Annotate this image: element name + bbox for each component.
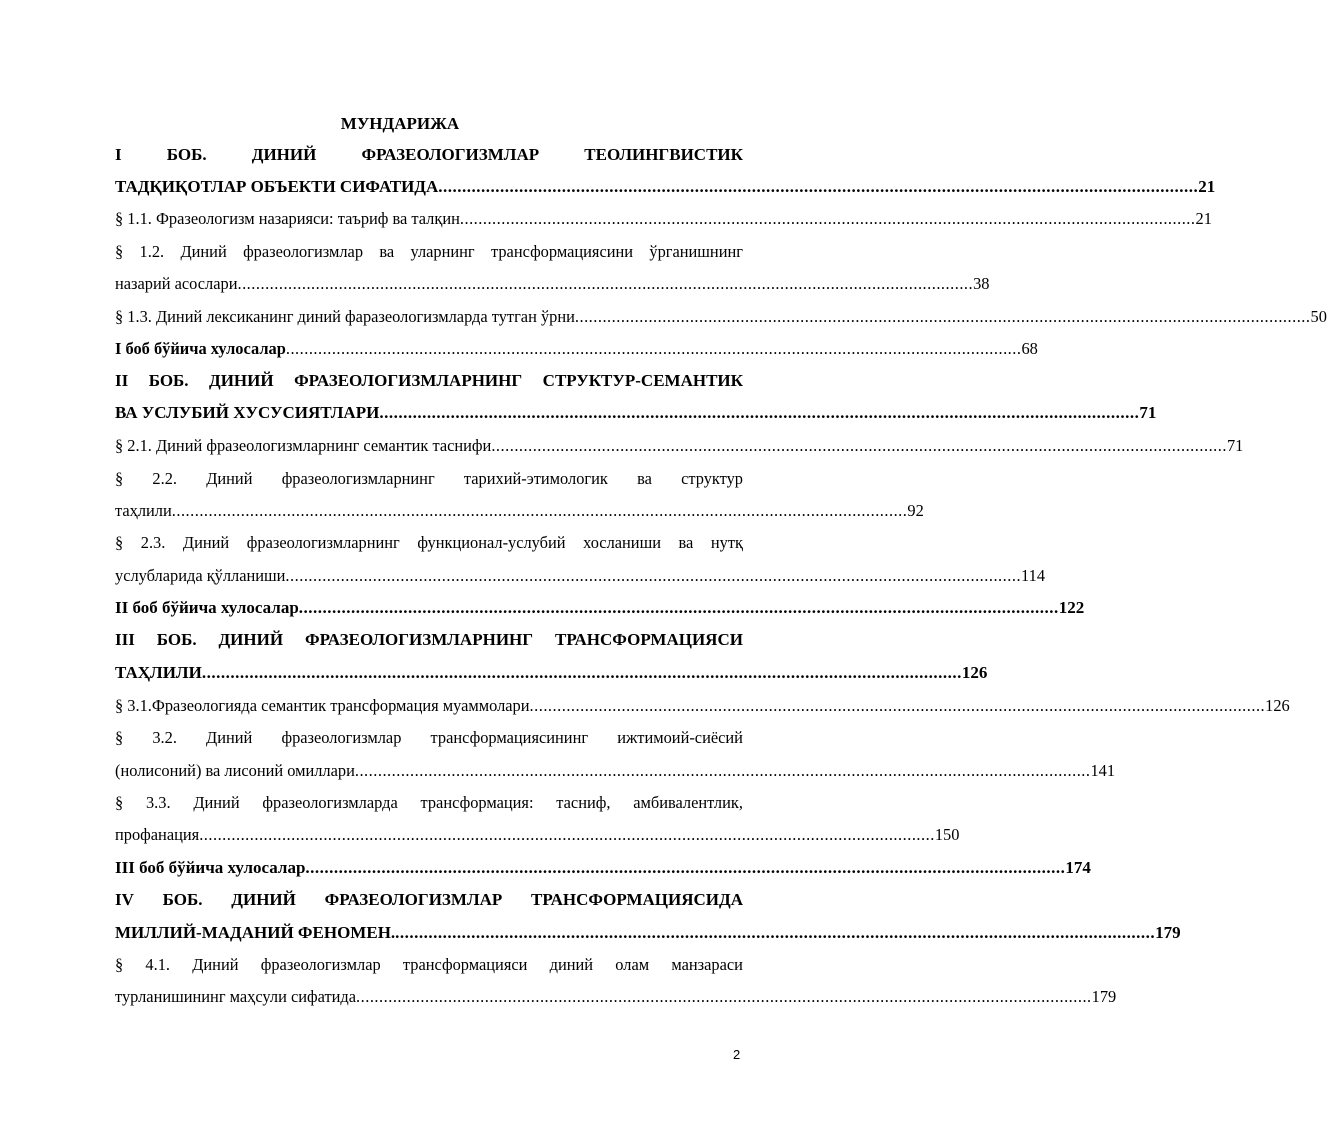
toc-chapter-1-heading-line2: ТАДҚИҚОТЛАР ОБЪЕКТИ СИФАТИДА ................................................................................................................................................................ 21: [115, 175, 743, 199]
toc-section-1-2-line2: назарий асослари ................................................................................................................................................................ 38: [115, 272, 743, 296]
toc-section-2-2-line2: таҳлили ................................................................................................................................................................ 92: [115, 499, 743, 523]
toc-page-number: 68: [1021, 339, 1038, 358]
toc-section-3-3-line1: § 3.3. Диний фразеологизмларда трансформация: тасниф, амбивалентлик,: [115, 793, 743, 812]
toc-section-1-3: § 1.3. Диний лексиканинг диний фаразеологизмларда тутган ўрни ................................................................................................................................................................ 50: [115, 305, 743, 329]
toc-page-number: 179: [1155, 923, 1181, 942]
toc-page-number: 114: [1021, 566, 1046, 585]
toc-page-number: 92: [907, 501, 924, 520]
toc-section-2-1: § 2.1. Диний фразеологизмларнинг семантик таснифи ................................................................................................................................................................ 71: [115, 434, 743, 458]
toc-chapter-4-heading-line1: IV БОБ. ДИНИЙ ФРАЗЕОЛОГИЗМЛАР ТРАНСФОРМАЦИЯСИДА: [115, 890, 743, 909]
toc-page-number: 122: [1058, 598, 1085, 617]
toc-chapter-2-conclusion: II боб бўйича хулосалар ................................................................................................................................................................ 122: [115, 596, 743, 620]
toc-page-number: 38: [973, 274, 990, 293]
toc-chapter-4-heading-line2: МИЛЛИЙ-МАДАНИЙ ФЕНОМЕН. ................................................................................................................................................................ 179: [115, 921, 703, 945]
toc-page-number: 21: [1195, 209, 1212, 228]
toc-chapter-2-heading-line1: II БОБ. ДИНИЙ ФРАЗЕОЛОГИЗМЛАРНИНГ СТРУКТУР-СЕМАНТИК: [115, 371, 743, 390]
toc-page-number: 174: [1065, 858, 1091, 877]
toc-page-number: 50: [1310, 307, 1327, 326]
toc-chapter-3-heading-line1: III БОБ. ДИНИЙ ФРАЗЕОЛОГИЗМЛАРНИНГ ТРАНСФОРМАЦИЯСИ: [115, 630, 743, 649]
toc-page-number: 179: [1091, 987, 1117, 1006]
toc-page-number: 21: [1198, 177, 1216, 196]
toc-chapter-1-conclusion: I боб бўйича хулосалар ................................................................................................................................................................ 68: [115, 337, 743, 361]
toc-chapter-3-conclusion: III боб бўйича хулосалар ................................................................................................................................................................ 174: [115, 856, 743, 880]
toc-section-2-2-line1: § 2.2. Диний фразеологизмларнинг тарихий-этимологик ва структур: [115, 469, 743, 488]
toc-section-3-2-line1: § 3.2. Диний фразеологизмлар трансформациясининг ижтимоий-сиёсий: [115, 728, 743, 747]
page-title: МУНДАРИЖА: [340, 114, 460, 133]
toc-page-number: 71: [1139, 403, 1157, 422]
toc-section-2-3-line1: § 2.3. Диний фразеологизмларнинг функционал-услубий хосланиши ва нутқ: [115, 533, 743, 552]
toc-section-4-1-line2: турланишининг маҳсули сифатида ................................................................................................................................................................ 179: [115, 985, 732, 1009]
toc-section-3-2-line2: (нолисоний) ва лисоний омиллари ................................................................................................................................................................ 141: [115, 759, 743, 783]
toc-chapter-1-heading-line1: I БОБ. ДИНИЙ ФРАЗЕОЛОГИЗМЛАР ТЕОЛИНГВИСТИК: [115, 145, 743, 164]
toc-section-1-2-line1: § 1.2. Диний фразеологизмлар ва уларнинг трансформациясини ўрганишнинг: [115, 242, 743, 261]
page-number: 2: [733, 1047, 741, 1062]
toc-chapter-3-heading-line2: ТАҲЛИЛИ ................................................................................................................................................................ 126: [115, 661, 743, 685]
toc-page-number: 126: [1265, 696, 1290, 715]
toc-page-number: 126: [961, 663, 988, 682]
toc-section-1-1: § 1.1. Фразеологизм назарияси: таъриф ва талқин ................................................................................................................................................................ 21: [115, 207, 743, 231]
toc-chapter-2-heading-line2: ВА УСЛУБИЙ ХУСУСИЯТЛАРИ ................................................................................................................................................................ 71: [115, 401, 743, 425]
toc-section-3-1: § 3.1.Фразеологияда семантик трансформация муаммолари ................................................................................................................................................................ 126: [115, 694, 743, 718]
toc-page-number: 71: [1226, 436, 1244, 455]
toc-page-number: 141: [1090, 761, 1116, 780]
toc-section-3-3-line2: профанация ................................................................................................................................................................ 150: [115, 823, 743, 847]
toc-page-number: 150: [934, 825, 960, 844]
toc-section-2-3-line2: услубларида қўлланиши ................................................................................................................................................................ 114: [115, 564, 743, 588]
toc-section-4-1-line1: § 4.1. Диний фразеологизмлар трансформацияси диний олам манзараси: [115, 955, 743, 974]
